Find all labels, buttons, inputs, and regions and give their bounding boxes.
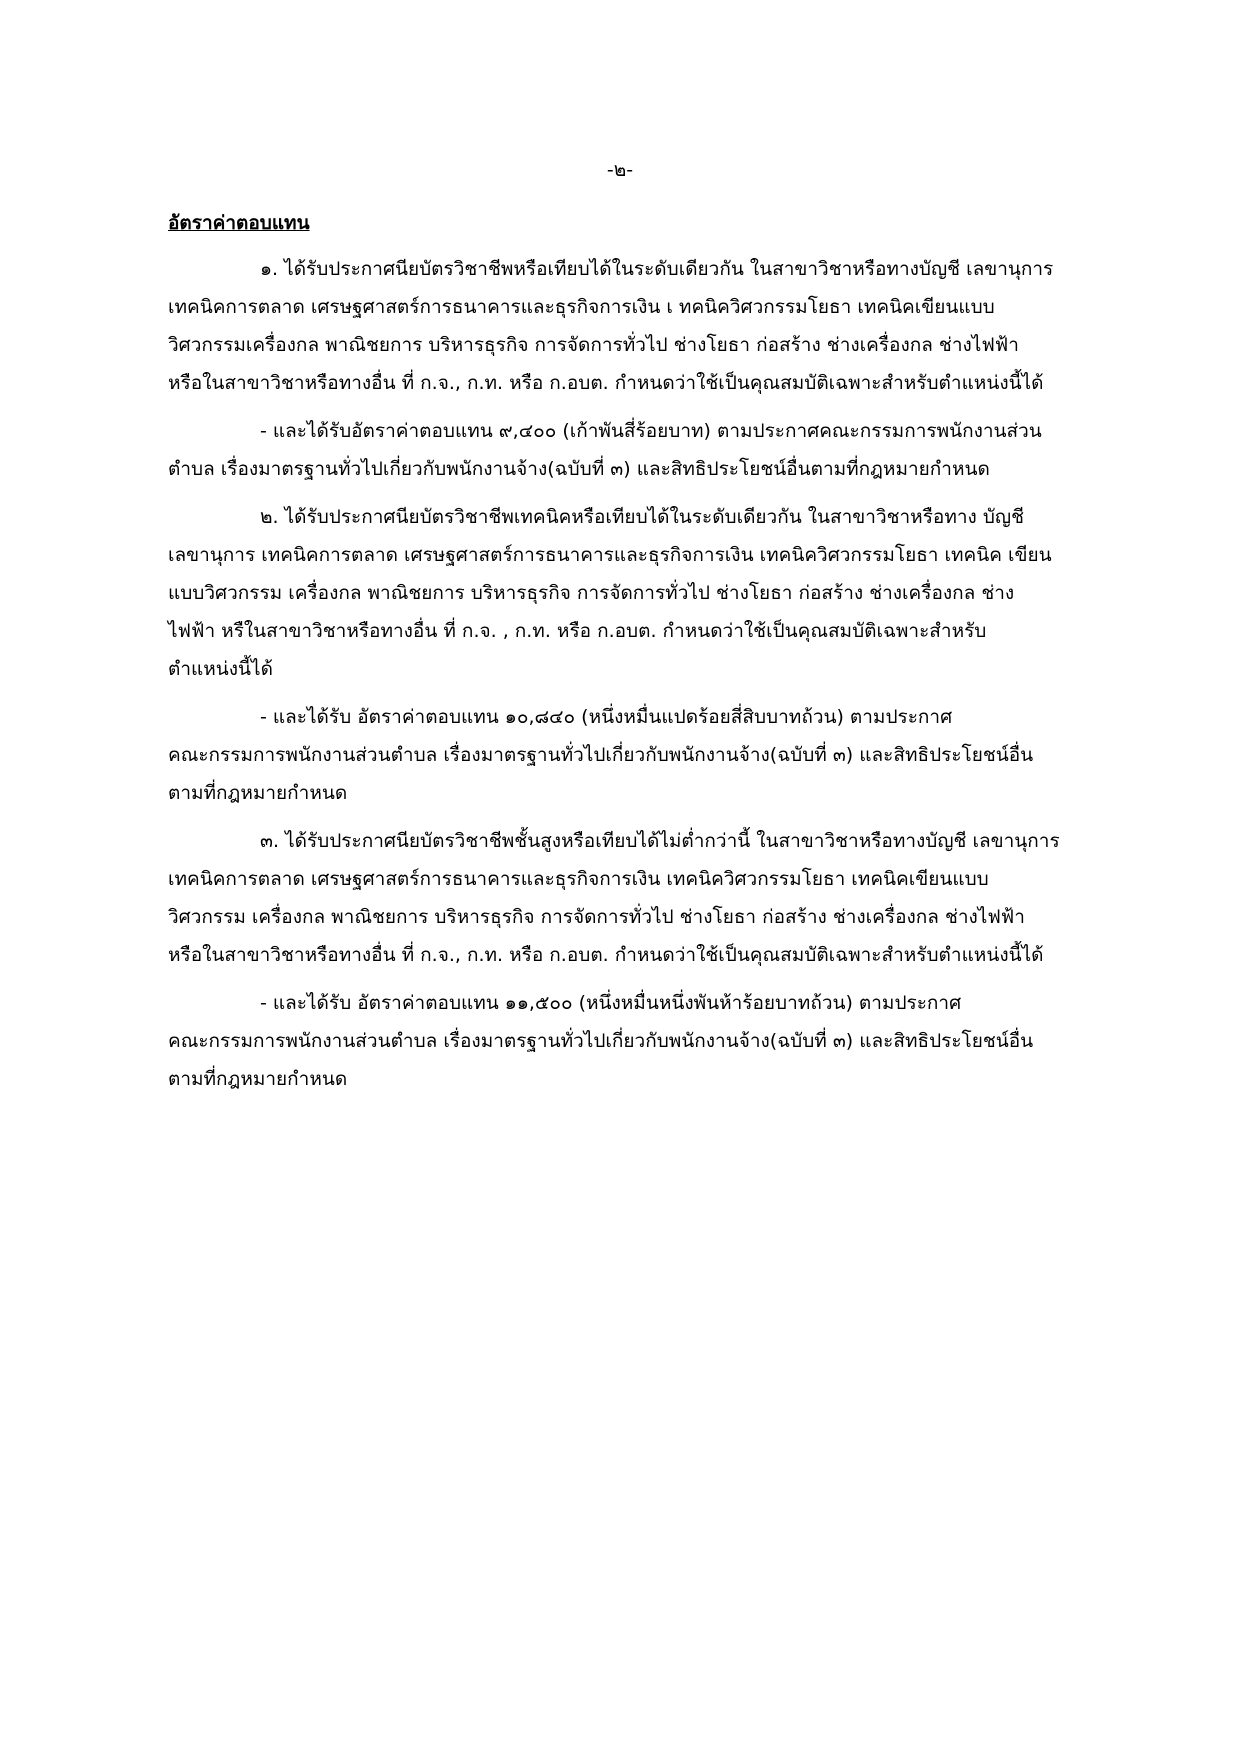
paragraph-line: วิศวกรรมเครื่องกล พาณิชยการ บริหารธุรกิจ การจัดการทั่วไป ช่างโยธา ก่อสร้าง ช่างเครื่องกล ช่างไฟฟ้า — [168, 334, 1019, 356]
paragraph-line: เทคนิคการตลาด เศรษฐศาสตร์การธนาคารและธุรกิจการเงิน เ ทคนิควิศวกรรมโยธา เทคนิคเขียนแบบ — [168, 296, 995, 318]
paragraph-line: หรือในสาขาวิชาหรือทางอื่น ที่ ก.จ., ก.ท. หรือ ก.อบต. กำหนดว่าใช้เป็นคุณสมบัติเฉพาะสำหรับตำแหน่งนี้ได้ — [168, 944, 1044, 966]
paragraph-line: วิศวกรรม เครื่องกล พาณิชยการ บริหารธุรกิจ การจัดการทั่วไป ช่างโยธา ก่อสร้าง ช่างเครื่องกล ช่างไฟฟ้า — [168, 906, 1025, 928]
paragraph-line: ๓. ได้รับประกาศนียบัตรวิชาชีพชั้นสูงหรือเทียบได้ไม่ต่ำกว่านี้ ในสาขาวิชาหรือทางบัญชี เลขานุการ — [260, 830, 1060, 852]
paragraph-compensation-1 — [168, 412, 1098, 488]
paragraph-qualification-3 — [168, 822, 1098, 974]
paragraph-line: เทคนิคการตลาด เศรษฐศาสตร์การธนาคารและธุรกิจการเงิน เทคนิควิศวกรรมโยธา เทคนิคเขียนแบบ — [168, 868, 989, 890]
document-body — [168, 204, 1098, 1108]
paragraph-line: ไฟฟ้า หรืในสาขาวิชาหรือทางอื่น ที่ ก.จ. , ก.ท. หรือ ก.อบต. กำหนดว่าใช้เป็นคุณสมบัติเฉพาะสำหรับ — [168, 620, 987, 642]
paragraph-line: หรือในสาขาวิชาหรือทางอื่น ที่ ก.จ., ก.ท. หรือ ก.อบต. กำหนดว่าใช้เป็นคุณสมบัติเฉพาะสำหรับตำแหน่งนี้ได้ — [168, 372, 1044, 394]
section-heading: อัตราค่าตอบแทน — [168, 212, 310, 234]
paragraph-qualification-2 — [168, 498, 1098, 688]
paragraph-line: ตำแหน่งนี้ได้ — [168, 658, 273, 680]
paragraph-line: คณะกรรมการพนักงานส่วนตำบล เรื่องมาตรฐานทั่วไปเกี่ยวกับพนักงานจ้าง(ฉบับที่ ๓) และสิทธิประโยชน์อื่น — [168, 1030, 1034, 1052]
paragraph-line: ๑. ได้รับประกาศนียบัตรวิชาชีพหรือเทียบได้ในระดับเดียวกัน ในสาขาวิชาหรือทางบัญชี เลขานุการ — [260, 258, 1054, 280]
paragraph-line: คณะกรรมการพนักงานส่วนตำบล เรื่องมาตรฐานทั่วไปเกี่ยวกับพนักงานจ้าง(ฉบับที่ ๓) และสิทธิประโยชน์อื่น — [168, 744, 1034, 766]
paragraph-line: ๒. ได้รับประกาศนียบัตรวิชาชีพเทคนิคหรือเทียบได้ในระดับเดียวกัน ในสาขาวิชาหรือทาง บัญชี — [260, 506, 1024, 528]
paragraph-qualification-1 — [168, 250, 1098, 402]
page-number: -๒- — [606, 159, 634, 181]
paragraph-line: - และได้รับอัตราค่าตอบแทน ๙,๔๐๐ (เก้าพันสี่ร้อยบาท) ตามประกาศคณะกรรมการพนักงานส่วน — [260, 420, 1042, 442]
paragraph-line: - และได้รับ อัตราค่าตอบแทน ๑๑,๕๐๐ (หนึ่งหมื่นหนึ่งพันห้าร้อยบาทถ้วน) ตามประกาศ — [260, 992, 962, 1014]
paragraph-line: - และได้รับ อัตราค่าตอบแทน ๑๐,๘๔๐ (หนึ่งหมื่นแปดร้อยสี่สิบบาทถ้วน) ตามประกาศ — [260, 706, 953, 728]
paragraph-compensation-2 — [168, 698, 1098, 812]
paragraph-line: ตำบล เรื่องมาตรฐานทั่วไปเกี่ยวกับพนักงานจ้าง(ฉบับที่ ๓) และสิทธิประโยชน์อื่นตามที่กฎหมายกำหนด — [168, 458, 990, 480]
paragraph-line: แบบวิศวกรรม เครื่องกล พาณิชยการ บริหารธุรกิจ การจัดการทั่วไป ช่างโยธา ก่อสร้าง ช่างเครื่องกล ช่าง — [168, 582, 1015, 604]
paragraph-line: ตามที่กฎหมายกำหนด — [168, 1068, 348, 1090]
paragraph-line: ตามที่กฎหมายกำหนด — [168, 782, 348, 804]
paragraph-line: เลขานุการ เทคนิคการตลาด เศรษฐศาสตร์การธนาคารและธุรกิจการเงิน เทคนิควิศวกรรมโยธา เทคนิค เขียน — [168, 544, 1052, 566]
paragraph-compensation-3 — [168, 984, 1098, 1098]
